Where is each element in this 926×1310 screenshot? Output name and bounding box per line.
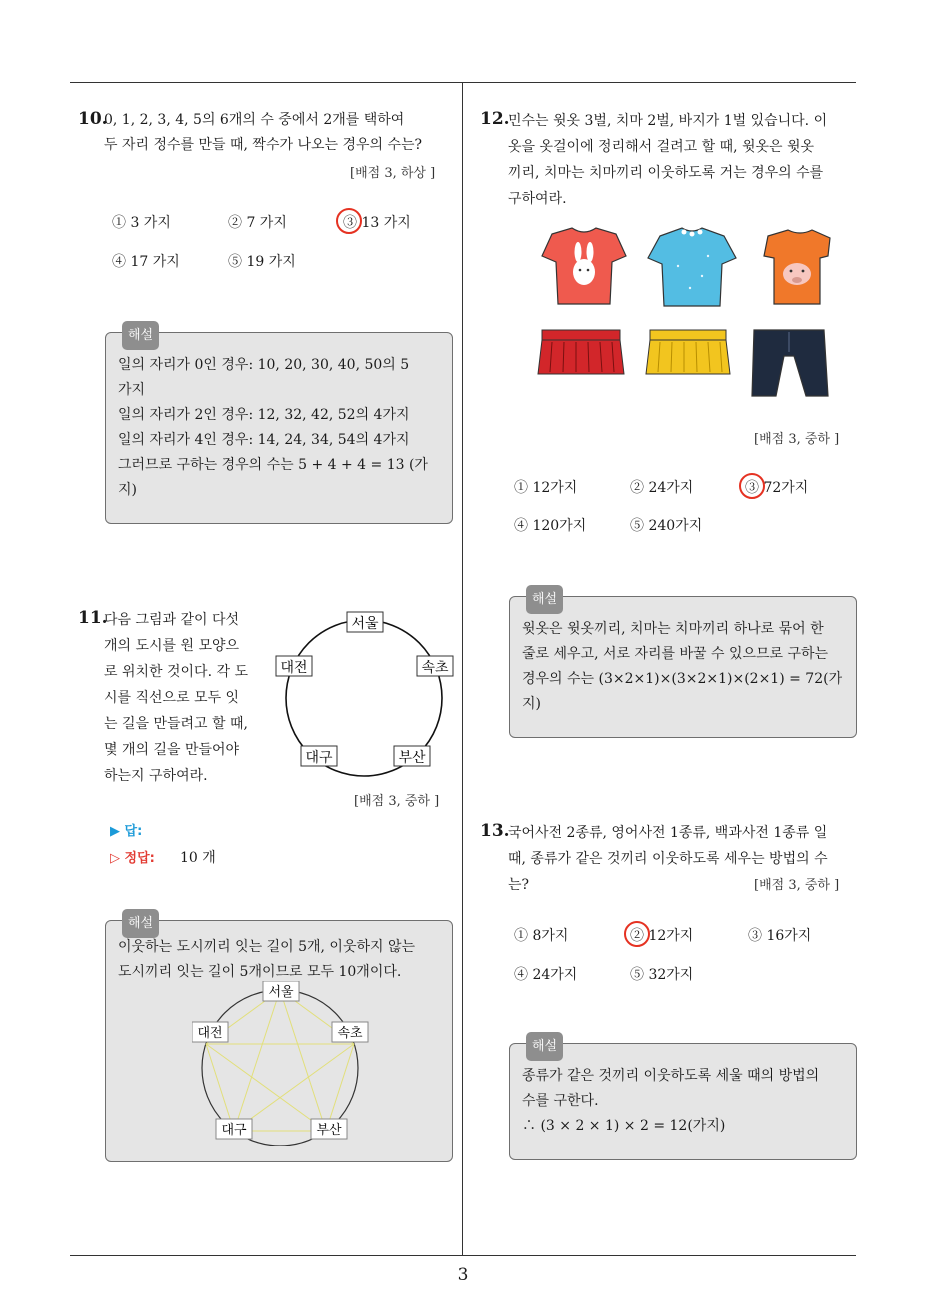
solution-tag: 해설 (122, 321, 159, 350)
top-rule (70, 82, 856, 83)
solution-tag: 해설 (526, 1032, 563, 1061)
bottom-rule (70, 1255, 856, 1256)
question-number: 11. (78, 608, 108, 628)
solution-box: 해설 일의 자리가 0인 경우: 10, 20, 30, 40, 50의 5 가지 일의 자리가 2인 경우: 12, 32, 42, 52의 4가지 일의 자리가 4인 경우: 14, 24, 34, 54의 4가지 그러므로 구하는 경우의 수는 5 + 4 + 4 = 13 (가 지) (105, 332, 453, 524)
page-number: 3 (457, 1265, 469, 1285)
solution-box: 해설 종류가 같은 것끼리 이웃하도록 세울 때의 방법의 수를 구한다. ∴ (3 × 2 × 1) × 2 = 12(가지) (509, 1043, 857, 1160)
choice-1[interactable]: ① 8가지 (514, 928, 569, 944)
column-divider (462, 82, 463, 1256)
question-text: 민수는 윗옷 3벌, 치마 2벌, 바지가 1벌 있습니다. 이 옷을 옷걸이에 정리해서 걸려고 할 때, 윗옷은 윗옷 끼리, 치마는 치마끼리 이웃하도록 거는 경우의 수를 구하여라. (508, 113, 828, 207)
choice-5[interactable]: ⑤ 32가지 (630, 967, 694, 983)
choice-2[interactable]: ② 24가지 (630, 480, 694, 496)
choice-3[interactable]: ③ 13 가지 (343, 215, 411, 231)
correct-answer-value: 10 개 (180, 850, 216, 866)
orange-shirt-icon (764, 230, 830, 304)
question-text: 다음 그림과 같이 다섯 개의 도시를 원 모양으 로 위치한 것이다. 각 도 시를 직선으로 모두 잇 는 길을 만들려고 할 때, 몇 개의 길을 만들어야 하는지 구하여라. (104, 612, 248, 784)
points-label: [배점 3, 중하 ] (754, 432, 840, 447)
red-skirt-icon (538, 330, 624, 374)
answer-label: ▶ 답: (110, 824, 143, 839)
city-label: 대구 (305, 750, 333, 766)
solution-box: 해설 윗옷은 윗옷끼리, 치마는 치마끼리 하나로 묶어 한 줄로 세우고, 서로 자리를 바꿀 수 있으므로 구하는 경우의 수는 (3×2×1)×(3×2×1)×(2×1) = 72(가 지) (509, 596, 857, 738)
city-label: 대전 (197, 1026, 223, 1041)
connection-lines (206, 990, 354, 1131)
correct-answer-label: ▷ 정답: (110, 851, 155, 866)
question-text: 국어사전 2종류, 영어사전 1종류, 백과사전 1종류 일 때, 종류가 같은 것끼리 이웃하도록 세우는 방법의 수 는? (508, 825, 828, 893)
choice-3[interactable]: ③ 16가지 (748, 928, 812, 944)
selected-answer-circle (336, 208, 362, 234)
question-number: 10. (78, 109, 108, 129)
solution-tag: 해설 (122, 909, 159, 938)
choice-2[interactable]: ② 7 가지 (228, 215, 287, 231)
city-label: 속초 (421, 660, 449, 676)
city-label: 서울 (351, 616, 379, 632)
blue-shirt-icon (648, 228, 736, 306)
points-label: [배점 3, 중하 ] (754, 878, 840, 893)
yellow-skirt-icon (646, 330, 730, 374)
solution-box: 해설 이웃하는 도시끼리 잇는 길이 5개, 이웃하지 않는 도시끼리 잇는 길이 5개이므로 모두 10개이다. 서울 속초 부산 대구 대전 (105, 920, 453, 1162)
choice-4[interactable]: ④ 17 가지 (112, 254, 180, 270)
question-number: 13. (480, 821, 510, 841)
city-label: 부산 (316, 1123, 342, 1138)
question-number: 12. (480, 109, 510, 129)
city-circle-diagram (270, 606, 460, 786)
selected-answer-circle (624, 921, 650, 947)
clothes-illustration (532, 226, 834, 402)
city-label: 대전 (280, 660, 308, 676)
city-label: 부산 (398, 750, 426, 766)
city-label: 속초 (337, 1026, 363, 1041)
points-label: [배점 3, 하상 ] (350, 166, 436, 181)
question-text: 0, 1, 2, 3, 4, 5의 6개의 수 중에서 2개를 택하여 두 자리 정수를 만들 때, 짝수가 나오는 경우의 수는? (104, 112, 423, 153)
choice-4[interactable]: ④ 120가지 (514, 518, 587, 534)
choice-3[interactable]: ③ 72가지 (745, 480, 809, 496)
points-label: [배점 3, 중하 ] (354, 794, 440, 809)
choice-5[interactable]: ⑤ 19 가지 (228, 254, 296, 270)
red-shirt-icon (542, 228, 626, 304)
pants-icon (752, 330, 828, 396)
choice-5[interactable]: ⑤ 240가지 (630, 518, 703, 534)
selected-answer-circle (739, 473, 765, 499)
choice-1[interactable]: ① 12가지 (514, 480, 578, 496)
city-connection-diagram (192, 981, 372, 1146)
choice-2[interactable]: ② 12가지 (630, 928, 694, 944)
solution-tag: 해설 (526, 585, 563, 614)
choice-4[interactable]: ④ 24가지 (514, 967, 578, 983)
city-label: 대구 (221, 1123, 247, 1138)
city-label: 서울 (268, 985, 294, 1000)
choice-1[interactable]: ① 3 가지 (112, 215, 171, 231)
